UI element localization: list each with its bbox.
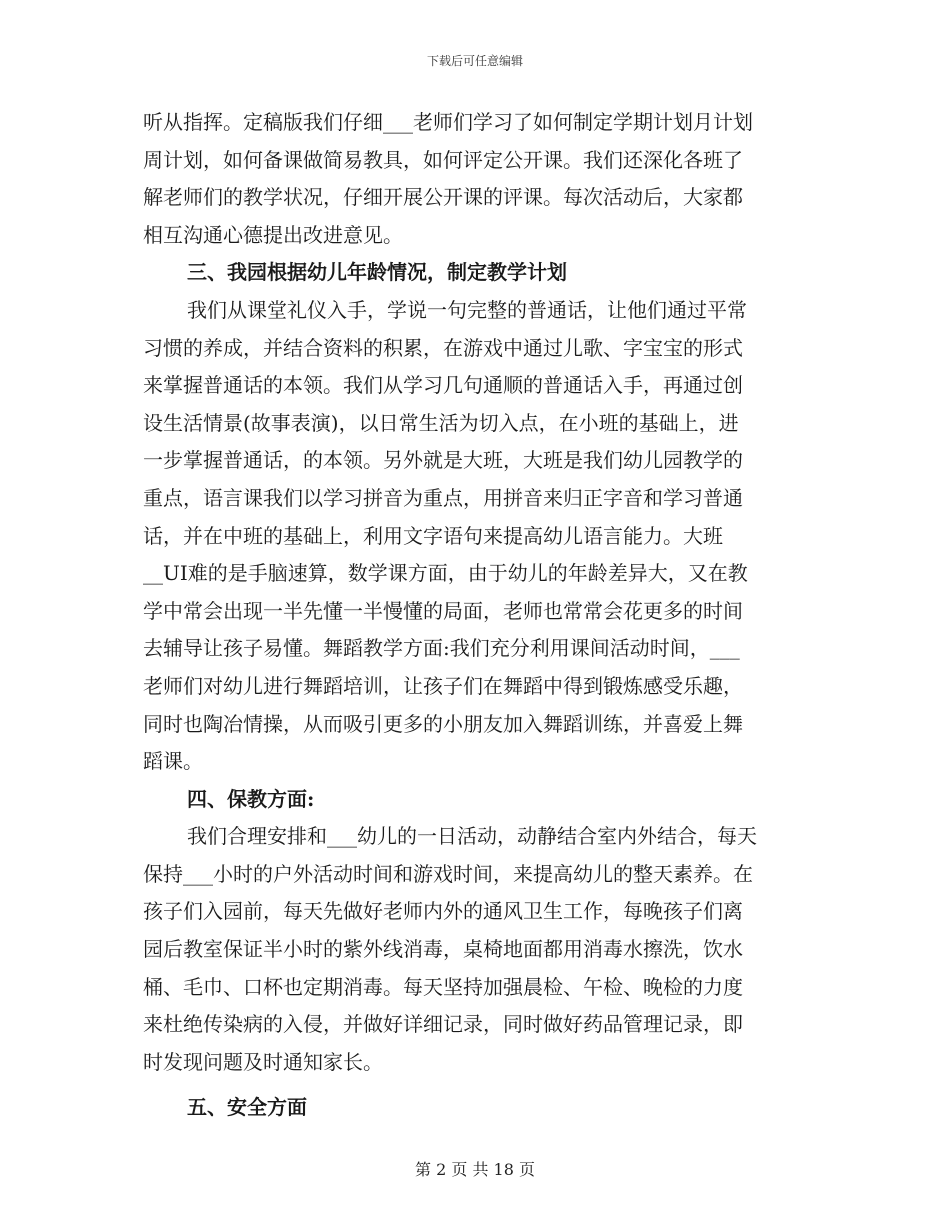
text-line: 听从指挥。定稿版我们仔细___老师们学习了如何制定学期计划月计划	[143, 110, 753, 134]
section-heading-4: 四、保教方面:	[187, 786, 315, 811]
text-line: 蹈课。	[143, 749, 203, 774]
page-footer: 第 2 页 共 18 页	[415, 1160, 535, 1179]
text-line: 解老师们的教学状况，仔细开展公开课的评课。每次活动后，大家都	[143, 185, 743, 210]
text-line: 设生活情景(故事表演)，以日常生活为切入点，在小班的基础上，进	[143, 410, 739, 435]
paragraph-3	[143, 818, 808, 1081]
text-line: 桶、毛巾、口杯也定期消毒。每天坚持加强晨检、午检、晚检的力度	[143, 974, 743, 999]
text-line: 同时也陶冶情操，从而吸引更多的小朋友加入舞蹈训练，并喜爱上舞	[143, 711, 743, 736]
text-line: 孩子们入园前，每天先做好老师内外的通风卫生工作，每晚孩子们离	[143, 899, 743, 924]
text-line: 时发现问题及时通知家长。	[143, 1049, 383, 1074]
paragraph-1	[143, 104, 808, 254]
section-heading-5: 五、安全方面	[187, 1095, 307, 1120]
text-line: 重点，语言课我们以学习拼音为重点，用拼音来归正字音和学习普通	[143, 485, 743, 510]
spacer	[143, 1081, 808, 1089]
section-heading-3: 三、我园根据幼儿年龄情况，制定教学计划	[187, 260, 567, 285]
text-line: 一步掌握普通话，的本领。另外就是大班，大班是我们幼儿园教学的	[143, 448, 743, 473]
text-line: 老师们对幼儿进行舞蹈培训，让孩子们在舞蹈中得到锻炼感受乐趣，	[143, 673, 743, 698]
paragraph-2	[143, 292, 808, 781]
text-line: __UI难的是手脑速算，数学课方面，由于幼儿的年龄差异大，又在教	[143, 561, 748, 586]
text-line: 相互沟通心德提出改进意见。	[143, 222, 403, 247]
text-line: 周计划，如何备课做简易教具，如何评定公开课。我们还深化各班了	[143, 147, 743, 172]
text-line: 保持___小时的户外活动时间和游戏时间，来提高幼儿的整天素养。在	[143, 861, 753, 886]
text-line: 来杜绝传染病的入侵，并做好详细记录，同时做好药品管理记录，即	[143, 1012, 743, 1037]
text-line: 去辅导让孩子易懂。舞蹈教学方面:我们充分利用课间活动时间，___	[143, 636, 740, 661]
page-header: 下载后可任意编辑	[426, 54, 523, 68]
text-line: 来掌握普通话的本领。我们从学习几句通顺的普通话入手，再通过创	[143, 373, 743, 398]
text-line: 我们合理安排和___幼儿的一日活动，动静结合室内外结合，每天	[187, 824, 757, 849]
text-line: 园后教室保证半小时的紫外线消毒，桌椅地面都用消毒水擦洗，饮水	[143, 937, 743, 962]
text-line: 话，并在中班的基础上，利用文字语句来提高幼儿语言能力。大班	[143, 523, 723, 548]
text-line: 学中常会出现一半先懂一半慢懂的局面，老师也常常会花更多的时间	[143, 598, 743, 623]
text-line: 我们从课堂礼仪入手，学说一句完整的普通话，让他们通过平常	[187, 297, 747, 322]
text-line: 习惯的养成，并结合资料的积累，在游戏中通过儿歌、字宝宝的形式	[143, 335, 743, 360]
document-body	[143, 104, 808, 1127]
